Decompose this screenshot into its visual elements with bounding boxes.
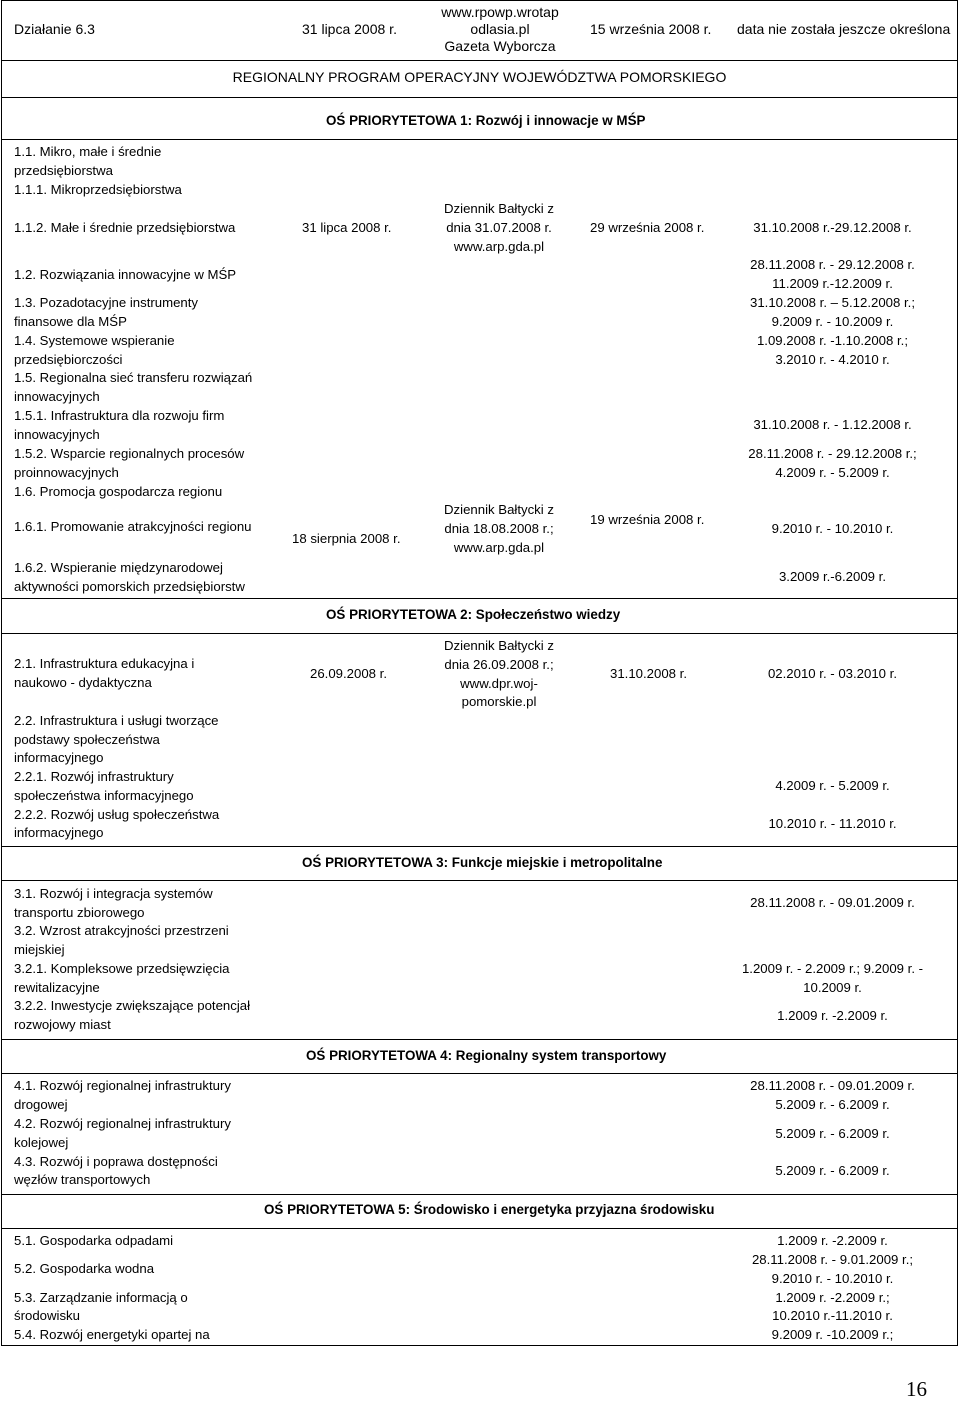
divider-axis-3 xyxy=(1,880,958,881)
call-period: 9.2010 r. - 10.2010 r. xyxy=(771,1271,894,1286)
call-period: 31.10.2008 r. – 5.12.2008 r.; xyxy=(750,295,915,310)
measure-label: drogowej xyxy=(14,1097,68,1112)
header-status: data nie została jeszcze określona xyxy=(737,21,951,37)
call-period: 10.2010 r.-11.2010 r. xyxy=(772,1308,893,1323)
axis-3-title: OŚ PRIORYTETOWA 3: Funkcje miejskie i metropolitalne xyxy=(302,855,663,870)
announcement-date: 18 sierpnia 2008 r. xyxy=(292,531,401,546)
measure-label: 2.2. Infrastruktura i usługi tworzące xyxy=(14,713,219,728)
call-period: 31.10.2008 r.-29.12.2008 r. xyxy=(753,220,912,235)
divider-axis-2-end xyxy=(1,846,958,847)
measure-label: 2.2.1. Rozwój infrastruktury xyxy=(14,769,174,784)
divider-axis-5 xyxy=(1,1228,958,1229)
measure-label: podstawy społeczeństwa xyxy=(14,732,160,747)
call-period: 28.11.2008 r. - 09.01.2009 r. xyxy=(750,1078,915,1093)
publication-source: dnia 18.08.2008 r.; xyxy=(444,521,554,536)
call-period: 28.11.2008 r. - 29.12.2008 r. xyxy=(750,257,915,272)
measure-label: 2.2.2. Rozwój usług społeczeństwa xyxy=(14,807,220,822)
call-period: 5.2009 r. - 6.2009 r. xyxy=(775,1097,890,1112)
measure-label: informacyjnego xyxy=(14,825,104,840)
publication-source: Dziennik Bałtycki z xyxy=(444,201,554,216)
call-period: 10.2010 r. - 11.2010 r. xyxy=(768,816,897,831)
call-period: 28.11.2008 r. - 09.01.2009 r. xyxy=(750,895,915,910)
measure-label: rozwojowy miast xyxy=(14,1017,111,1032)
measure-label: naukowo - dydaktyczna xyxy=(14,675,152,690)
call-period: 10.2009 r. xyxy=(803,980,862,995)
call-period: 5.2009 r. - 6.2009 r. xyxy=(775,1163,890,1178)
measure-label: 1.1. Mikro, małe i średnie xyxy=(14,144,162,159)
measure-label: 1.3. Pozadotacyjne instrumenty xyxy=(14,295,198,310)
call-period: 9.2010 r. - 10.2010 r. xyxy=(771,521,894,536)
call-period: 9.2009 r. - 10.2009 r. xyxy=(771,314,894,329)
call-period: 3.2009 r.-6.2009 r. xyxy=(778,569,887,584)
axis-5-title: OŚ PRIORYTETOWA 5: Środowisko i energetyka przyjazna środowisku xyxy=(264,1202,715,1217)
publication-source: www.arp.gda.pl xyxy=(453,239,545,254)
measure-label: 4.3. Rozwój i poprawa dostępności xyxy=(14,1154,218,1169)
page-number: 16 xyxy=(906,1377,927,1401)
header-source-line-1: www.rpowp.wrotap xyxy=(441,4,559,20)
announcement-date: 26.09.2008 r. xyxy=(310,666,387,681)
call-period: 4.2009 r. - 5.2009 r. xyxy=(775,465,890,480)
measure-label: 5.2. Gospodarka wodna xyxy=(14,1261,155,1276)
measure-label: kolejowej xyxy=(14,1135,69,1150)
divider-axis-4 xyxy=(1,1073,958,1074)
measure-label: węzłów transportowych xyxy=(14,1172,151,1187)
measure-label: 1.5.1. Infrastruktura dla rozwoju firm xyxy=(14,408,225,423)
measure-label: rewitalizacyjne xyxy=(14,980,100,995)
measure-label: 4.1. Rozwój regionalnej infrastruktury xyxy=(14,1078,231,1093)
call-period: 31.10.2008 r. - 1.12.2008 r. xyxy=(753,417,912,432)
call-period: 11.2009 r.-12.2009 r. xyxy=(772,276,893,291)
call-period: 1.2009 r. -2.2009 r. xyxy=(777,1008,888,1023)
divider-axis-4-end xyxy=(1,1194,958,1195)
measure-label: 4.2. Rozwój regionalnej infrastruktury xyxy=(14,1116,231,1131)
deadline-date: 19 września 2008 r. xyxy=(590,512,705,527)
measure-label: informacyjnego xyxy=(14,750,104,765)
axis-2-title: OŚ PRIORYTETOWA 2: Społeczeństwo wiedzy xyxy=(326,607,621,622)
deadline-date: 31.10.2008 r. xyxy=(610,666,687,681)
deadline-date: 29 września 2008 r. xyxy=(590,220,705,235)
call-period: 1.2009 r. -2.2009 r. xyxy=(777,1233,888,1248)
publication-source: www.dpr.woj- xyxy=(460,676,538,691)
header-date-2: 15 września 2008 r. xyxy=(590,21,712,37)
call-period: 5.2009 r. - 6.2009 r. xyxy=(775,1126,890,1141)
measure-label: 1.6.1. Promowanie atrakcyjności regionu xyxy=(14,519,252,534)
call-period: 1.2009 r. -2.2009 r.; xyxy=(775,1290,890,1305)
measure-label: środowisku xyxy=(14,1308,80,1323)
axis-1-title: OŚ PRIORYTETOWA 1: Rozwój i innowacje w MŚP xyxy=(326,113,646,128)
measure-label: proinnowacyjnych xyxy=(14,465,119,480)
divider-axis-3-end xyxy=(1,1039,958,1040)
measure-label: 1.6.2. Wspieranie międzynarodowej xyxy=(14,560,223,575)
measure-label: 1.6. Promocja gospodarcza regionu xyxy=(14,484,223,499)
measure-label: 3.1. Rozwój i integracja systemów xyxy=(14,886,213,901)
measure-label: innowacyjnych xyxy=(14,389,100,404)
call-period: 3.2010 r. - 4.2010 r. xyxy=(775,352,890,367)
publication-source: dnia 26.09.2008 r.; xyxy=(444,657,554,672)
call-period: 28.11.2008 r. - 9.01.2009 r.; xyxy=(751,1252,914,1267)
announcement-date: 31 lipca 2008 r. xyxy=(302,220,392,235)
measure-label: 1.1.2. Małe i średnie przedsiębiorstwa xyxy=(14,220,236,235)
call-period: 28.11.2008 r. - 29.12.2008 r.; xyxy=(748,446,917,461)
measure-label: 1.1.1. Mikroprzedsiębiorstwa xyxy=(14,182,182,197)
call-period: 1.09.2008 r. -1.10.2008 r.; xyxy=(756,333,909,348)
publication-source: www.arp.gda.pl xyxy=(453,540,545,555)
measure-label: społeczeństwa informacyjnego xyxy=(14,788,194,803)
call-period: 02.2010 r. - 03.2010 r. xyxy=(767,666,898,681)
publication-source: pomorskie.pl xyxy=(461,694,537,709)
measure-label: aktywności pomorskich przedsiębiorstw xyxy=(14,579,245,594)
measure-label: 1.2. Rozwiązania innowacyjne w MŚP xyxy=(14,267,237,282)
measure-label: 3.2.2. Inwestycje zwiększające potencjał xyxy=(14,998,251,1013)
divider-axis-1-end xyxy=(1,598,958,599)
header-source-line-2: odlasia.pl xyxy=(470,21,530,37)
measure-label: 1.5.2. Wsparcie regionalnych procesów xyxy=(14,446,245,461)
measure-label: 5.4. Rozwój energetyki opartej na xyxy=(14,1327,210,1342)
measure-label: 1.4. Systemowe wspieranie xyxy=(14,333,175,348)
publication-source: dnia 31.07.2008 r. xyxy=(446,220,552,235)
publication-source: Dziennik Bałtycki z xyxy=(444,638,554,653)
measure-label: przedsiębiorstwa xyxy=(14,163,113,178)
measure-label: innowacyjnych xyxy=(14,427,100,442)
axis-4-title: OŚ PRIORYTETOWA 4: Regionalny system transportowy xyxy=(306,1048,667,1063)
measure-label: 3.2.1. Kompleksowe przedsięwzięcia xyxy=(14,961,230,976)
measure-label: miejskiej xyxy=(14,942,65,957)
measure-label: 5.1. Gospodarka odpadami xyxy=(14,1233,174,1248)
measure-label: przedsiębiorczości xyxy=(14,352,123,367)
measure-label: 1.5. Regionalna sieć transferu rozwiązań xyxy=(14,370,253,385)
header-date-1: 31 lipca 2008 r. xyxy=(302,21,397,37)
header-source-line-3: Gazeta Wyborcza xyxy=(444,38,556,54)
divider-top xyxy=(1,60,958,61)
divider-axis-1 xyxy=(1,139,958,140)
measure-label: finansowe dla MŚP xyxy=(14,314,127,329)
measure-label: 2.1. Infrastruktura edukacyjna i xyxy=(14,656,195,671)
publication-source: Dziennik Bałtycki z xyxy=(444,502,554,517)
call-period: 9.2009 r. -10.2009 r.; xyxy=(771,1327,894,1342)
divider-axis-2 xyxy=(1,633,958,634)
measure-label: 5.3. Zarządzanie informacją o xyxy=(14,1290,188,1305)
divider-program xyxy=(1,97,958,98)
measure-label: 3.2. Wzrost atrakcyjności przestrzeni xyxy=(14,923,229,938)
program-title: REGIONALNY PROGRAM OPERACYJNY WOJEWÓDZTWA POMORSKIEGO xyxy=(232,69,727,85)
call-period: 1.2009 r. - 2.2009 r.; 9.2009 r. - xyxy=(741,961,924,976)
header-action: Działanie 6.3 xyxy=(14,21,95,37)
measure-label: transportu zbiorowego xyxy=(14,905,145,920)
call-period: 4.2009 r. - 5.2009 r. xyxy=(775,778,890,793)
